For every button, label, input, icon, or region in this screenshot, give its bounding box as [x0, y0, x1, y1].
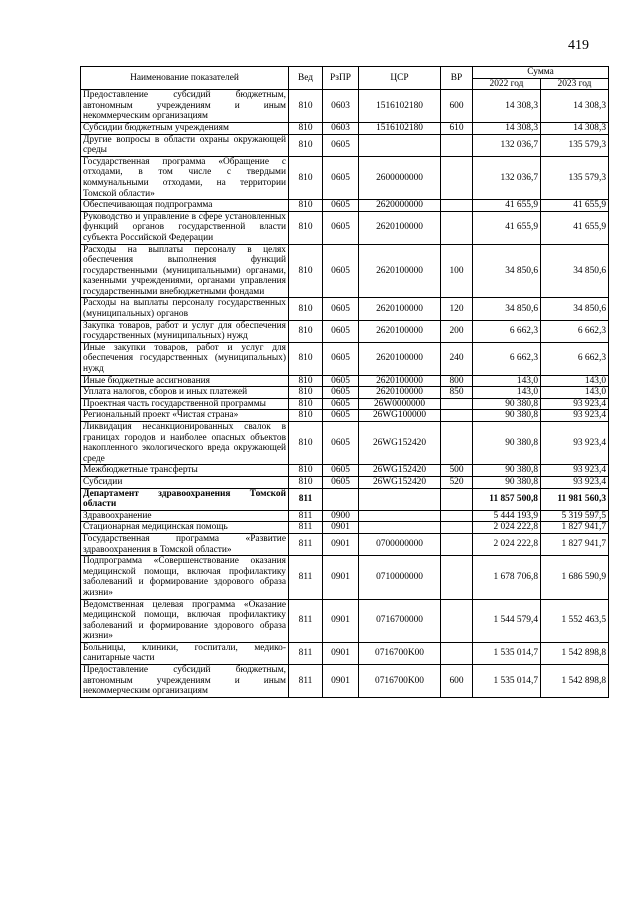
table-row	[81, 422, 609, 465]
cell-y2022: 2 024 222,8	[473, 522, 541, 534]
cell-y2023: 5 319 597,5	[541, 510, 609, 522]
cell-csr	[359, 488, 441, 510]
table-row	[81, 211, 609, 244]
cell-rzpr: 0901	[323, 642, 359, 664]
cell-y2023: 6 662,3	[541, 342, 609, 375]
cell-vr: 100	[441, 244, 473, 298]
cell-csr: 2620100000	[359, 342, 441, 375]
cell-csr	[359, 522, 441, 534]
cell-name: Руководство и управление в сфере установленных функций органов государственной власти субъекта Российской Федерации	[81, 211, 289, 244]
cell-y2022: 11 857 500,8	[473, 488, 541, 510]
header-2022: 2022 год	[473, 78, 541, 90]
cell-y2023: 41 655,9	[541, 211, 609, 244]
cell-rzpr: 0605	[323, 134, 359, 156]
cell-y2022: 143,0	[473, 387, 541, 399]
cell-vr: 800	[441, 375, 473, 387]
cell-y2022: 90 380,8	[473, 476, 541, 488]
cell-vr	[441, 556, 473, 599]
table-row	[81, 556, 609, 599]
cell-ved: 810	[289, 342, 323, 375]
cell-rzpr: 0901	[323, 665, 359, 698]
cell-y2022: 5 444 193,9	[473, 510, 541, 522]
cell-name: Предоставление субсидий бюджетным, автономным учреждениям и иным некоммерческим организациям	[81, 665, 289, 698]
cell-csr: 1516102180	[359, 122, 441, 134]
cell-vr	[441, 599, 473, 642]
cell-csr: 26WG100000	[359, 410, 441, 422]
table-row	[81, 533, 609, 555]
cell-y2023: 93 923,4	[541, 422, 609, 465]
cell-ved: 811	[289, 642, 323, 664]
cell-y2023: 93 923,4	[541, 398, 609, 410]
cell-rzpr: 0901	[323, 599, 359, 642]
page-number: 419	[568, 38, 589, 53]
cell-ved: 810	[289, 298, 323, 320]
cell-ved: 810	[289, 410, 323, 422]
cell-y2022: 14 308,3	[473, 90, 541, 123]
cell-rzpr: 0603	[323, 122, 359, 134]
table-row	[81, 200, 609, 212]
cell-rzpr: 0605	[323, 156, 359, 199]
cell-vr: 600	[441, 665, 473, 698]
cell-vr: 500	[441, 465, 473, 477]
cell-rzpr: 0605	[323, 298, 359, 320]
cell-ved: 810	[289, 398, 323, 410]
table-row	[81, 465, 609, 477]
cell-y2023: 1 542 898,8	[541, 665, 609, 698]
header-ved: Вед	[289, 67, 323, 90]
cell-y2022: 2 024 222,8	[473, 533, 541, 555]
cell-name: Ликвидация несанкционированных свалок в границах городов и наиболее опасных объектов накопленного экологического вреда окружающей среде	[81, 422, 289, 465]
cell-csr: 2620100000	[359, 375, 441, 387]
header-2023: 2023 год	[541, 78, 609, 90]
cell-rzpr	[323, 488, 359, 510]
cell-ved: 811	[289, 488, 323, 510]
cell-rzpr: 0605	[323, 200, 359, 212]
cell-csr: 26WG152420	[359, 465, 441, 477]
cell-rzpr: 0901	[323, 533, 359, 555]
cell-ved: 810	[289, 422, 323, 465]
cell-vr	[441, 510, 473, 522]
header-name: Наименование показателей	[81, 67, 289, 90]
cell-rzpr: 0901	[323, 522, 359, 534]
cell-csr: 26W0000000	[359, 398, 441, 410]
cell-csr: 2620100000	[359, 211, 441, 244]
cell-rzpr: 0605	[323, 375, 359, 387]
cell-ved: 810	[289, 200, 323, 212]
budget-table	[80, 66, 609, 698]
cell-vr: 240	[441, 342, 473, 375]
cell-rzpr: 0603	[323, 90, 359, 123]
cell-rzpr: 0605	[323, 342, 359, 375]
cell-rzpr: 0605	[323, 320, 359, 342]
cell-name: Ведомственная целевая программа «Оказание медицинской помощи, включая профилактику заболеваний и формирование здорового образа жизни»	[81, 599, 289, 642]
cell-y2023: 135 579,3	[541, 134, 609, 156]
cell-ved: 810	[289, 122, 323, 134]
cell-vr: 600	[441, 90, 473, 123]
cell-y2023: 143,0	[541, 375, 609, 387]
cell-rzpr: 0605	[323, 476, 359, 488]
cell-y2023: 34 850,6	[541, 298, 609, 320]
cell-y2023: 93 923,4	[541, 476, 609, 488]
cell-name: Здравоохранение	[81, 510, 289, 522]
cell-ved: 810	[289, 375, 323, 387]
cell-y2022: 34 850,6	[473, 244, 541, 298]
cell-ved: 810	[289, 244, 323, 298]
cell-name: Проектная часть государственной программы	[81, 398, 289, 410]
cell-ved: 810	[289, 156, 323, 199]
cell-y2023: 14 308,3	[541, 90, 609, 123]
cell-csr: 2620000000	[359, 200, 441, 212]
cell-name: Иные закупки товаров, работ и услуг для обеспечения государственных (муниципальных) нужд	[81, 342, 289, 375]
cell-rzpr: 0605	[323, 465, 359, 477]
header-rzpr: РзПР	[323, 67, 359, 90]
cell-csr: 0716700K00	[359, 665, 441, 698]
cell-vr	[441, 200, 473, 212]
cell-csr: 2600000000	[359, 156, 441, 199]
cell-y2022: 41 655,9	[473, 211, 541, 244]
cell-name: Предоставление субсидий бюджетным, автономным учреждениям и иным некоммерческим организациям	[81, 90, 289, 123]
cell-ved: 811	[289, 556, 323, 599]
cell-ved: 810	[289, 465, 323, 477]
table-row	[81, 122, 609, 134]
cell-name: Расходы на выплаты персоналу в целях обеспечения выполнения функций государственными (муниципальными) органами, казенными учреждениями, органами управления государственными внебюджетными фондами	[81, 244, 289, 298]
cell-y2022: 34 850,6	[473, 298, 541, 320]
cell-csr	[359, 510, 441, 522]
table-row	[81, 476, 609, 488]
cell-y2023: 41 655,9	[541, 200, 609, 212]
cell-name: Больницы, клиники, госпитали, медико-санитарные части	[81, 642, 289, 664]
cell-y2022: 90 380,8	[473, 422, 541, 465]
cell-name: Обеспечивающая подпрограмма	[81, 200, 289, 212]
cell-y2023: 135 579,3	[541, 156, 609, 199]
cell-name: Иные бюджетные ассигнования	[81, 375, 289, 387]
cell-ved: 810	[289, 90, 323, 123]
cell-y2023: 143,0	[541, 387, 609, 399]
cell-y2023: 1 552 463,5	[541, 599, 609, 642]
cell-y2023: 93 923,4	[541, 465, 609, 477]
cell-vr: 120	[441, 298, 473, 320]
cell-y2022: 90 380,8	[473, 410, 541, 422]
table-row	[81, 599, 609, 642]
cell-name: Государственная программа «Обращение с отходами, в том числе с твердыми коммунальными отходами, на территории Томской области»	[81, 156, 289, 199]
cell-ved: 811	[289, 665, 323, 698]
table-row	[81, 642, 609, 664]
cell-name: Государственная программа «Развитие здравоохранения в Томской области»	[81, 533, 289, 555]
cell-y2022: 132 036,7	[473, 134, 541, 156]
cell-y2022: 14 308,3	[473, 122, 541, 134]
cell-vr	[441, 410, 473, 422]
cell-y2023: 14 308,3	[541, 122, 609, 134]
cell-vr: 850	[441, 387, 473, 399]
cell-y2023: 1 827 941,7	[541, 533, 609, 555]
header-csr: ЦСР	[359, 67, 441, 90]
cell-vr: 520	[441, 476, 473, 488]
cell-name: Субсидии бюджетным учреждениям	[81, 122, 289, 134]
table-row	[81, 665, 609, 698]
cell-name: Субсидии	[81, 476, 289, 488]
cell-ved: 810	[289, 320, 323, 342]
cell-name: Подпрограмма «Совершенствование оказания медицинской помощи, включая профилактику заболеваний и формирование здорового образа жизни»	[81, 556, 289, 599]
table-row	[81, 398, 609, 410]
cell-vr	[441, 422, 473, 465]
cell-y2023: 1 686 590,9	[541, 556, 609, 599]
cell-rzpr: 0900	[323, 510, 359, 522]
cell-csr: 1516102180	[359, 90, 441, 123]
table-row	[81, 134, 609, 156]
cell-rzpr: 0605	[323, 422, 359, 465]
cell-vr	[441, 211, 473, 244]
cell-ved: 810	[289, 211, 323, 244]
cell-csr: 2620100000	[359, 320, 441, 342]
cell-y2022: 90 380,8	[473, 398, 541, 410]
cell-y2022: 1 544 579,4	[473, 599, 541, 642]
cell-vr	[441, 522, 473, 534]
cell-ved: 810	[289, 387, 323, 399]
cell-csr	[359, 134, 441, 156]
cell-y2023: 1 827 941,7	[541, 522, 609, 534]
cell-y2022: 132 036,7	[473, 156, 541, 199]
cell-rzpr: 0605	[323, 398, 359, 410]
cell-csr: 26WG152420	[359, 476, 441, 488]
cell-vr	[441, 488, 473, 510]
cell-vr	[441, 156, 473, 199]
cell-csr: 2620100000	[359, 298, 441, 320]
cell-vr: 610	[441, 122, 473, 134]
cell-y2023: 34 850,6	[541, 244, 609, 298]
cell-name: Расходы на выплаты персоналу государственных (муниципальных) органов	[81, 298, 289, 320]
cell-csr: 2620100000	[359, 387, 441, 399]
cell-rzpr: 0605	[323, 211, 359, 244]
cell-name: Закупка товаров, работ и услуг для обеспечения государственных (муниципальных) нужд	[81, 320, 289, 342]
cell-csr: 0710000000	[359, 556, 441, 599]
cell-y2023: 93 923,4	[541, 410, 609, 422]
table-row	[81, 375, 609, 387]
cell-name: Межбюджетные трансферты	[81, 465, 289, 477]
cell-csr: 26WG152420	[359, 422, 441, 465]
table-row	[81, 387, 609, 399]
table-row	[81, 410, 609, 422]
cell-ved: 810	[289, 134, 323, 156]
cell-name: Уплата налогов, сборов и иных платежей	[81, 387, 289, 399]
cell-y2022: 6 662,3	[473, 320, 541, 342]
table-row	[81, 244, 609, 298]
cell-name: Стационарная медицинская помощь	[81, 522, 289, 534]
cell-csr: 0700000000	[359, 533, 441, 555]
cell-y2023: 11 981 560,3	[541, 488, 609, 510]
cell-rzpr: 0605	[323, 410, 359, 422]
table-row	[81, 522, 609, 534]
cell-ved: 811	[289, 522, 323, 534]
header-vr: ВР	[441, 67, 473, 90]
cell-y2023: 1 542 898,8	[541, 642, 609, 664]
cell-ved: 810	[289, 476, 323, 488]
cell-csr: 0716700000	[359, 599, 441, 642]
cell-ved: 811	[289, 510, 323, 522]
cell-csr: 2620100000	[359, 244, 441, 298]
cell-vr	[441, 398, 473, 410]
cell-ved: 811	[289, 599, 323, 642]
cell-name: Региональный проект «Чистая страна»	[81, 410, 289, 422]
cell-vr	[441, 642, 473, 664]
header-sum: Сумма	[473, 67, 609, 79]
cell-y2022: 41 655,9	[473, 200, 541, 212]
cell-name: Департамент здравоохранения Томской области	[81, 488, 289, 510]
cell-ved: 811	[289, 533, 323, 555]
cell-vr	[441, 533, 473, 555]
table-row	[81, 320, 609, 342]
table-row	[81, 90, 609, 123]
cell-y2022: 6 662,3	[473, 342, 541, 375]
cell-y2022: 90 380,8	[473, 465, 541, 477]
table-row	[81, 510, 609, 522]
cell-y2023: 6 662,3	[541, 320, 609, 342]
table-body	[81, 90, 609, 698]
cell-y2022: 143,0	[473, 375, 541, 387]
cell-rzpr: 0605	[323, 387, 359, 399]
table-row	[81, 298, 609, 320]
cell-y2022: 1 535 014,7	[473, 642, 541, 664]
cell-y2022: 1 535 014,7	[473, 665, 541, 698]
cell-rzpr: 0901	[323, 556, 359, 599]
cell-csr: 0716700K00	[359, 642, 441, 664]
table-row	[81, 156, 609, 199]
cell-vr: 200	[441, 320, 473, 342]
cell-vr	[441, 134, 473, 156]
cell-rzpr: 0605	[323, 244, 359, 298]
cell-y2022: 1 678 706,8	[473, 556, 541, 599]
table-row	[81, 488, 609, 510]
table-row	[81, 342, 609, 375]
cell-name: Другие вопросы в области охраны окружающей среды	[81, 134, 289, 156]
